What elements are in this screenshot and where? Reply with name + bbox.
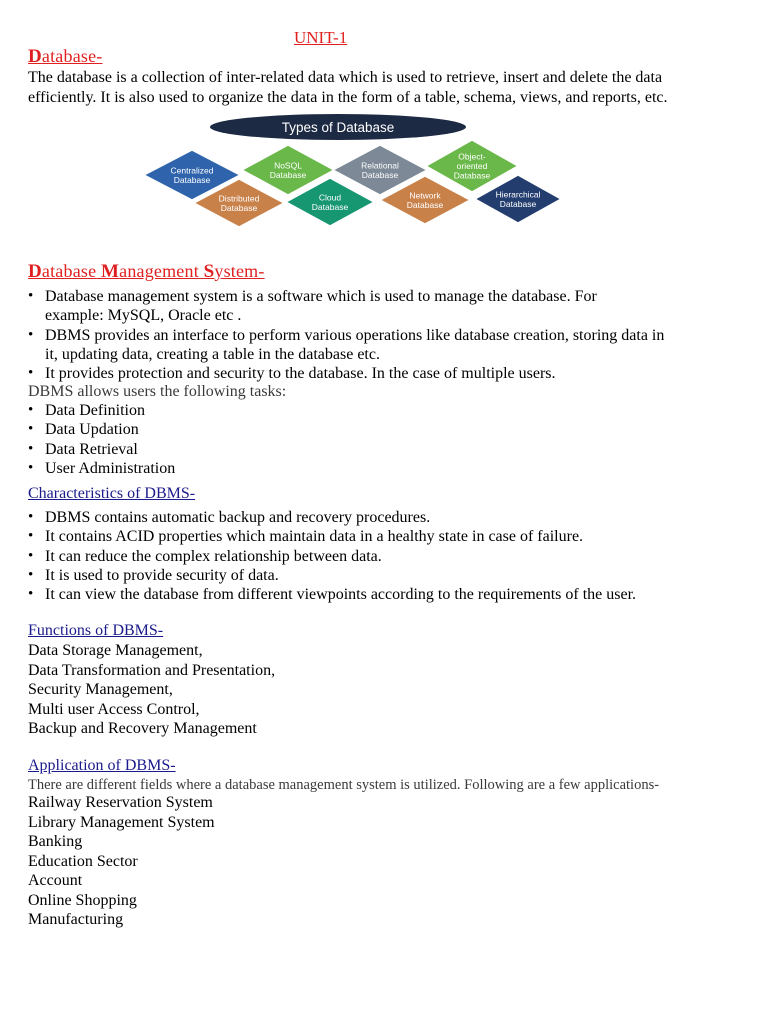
diagram-type-label: Database <box>220 202 258 213</box>
diagram-type-label: oriented <box>456 161 488 171</box>
diagram-type-label: Database <box>499 198 537 209</box>
list-item: • It contains ACID properties which maintain data in a healthy state in case of failure. <box>28 527 738 546</box>
dbms-heading <box>28 261 265 283</box>
unit-title: UNIT-1 <box>294 28 348 47</box>
types-of-database-diagram <box>140 112 570 232</box>
list-item: • DBMS contains automatic backup and recovery procedures. <box>28 508 738 527</box>
characteristics-list <box>28 508 738 604</box>
dbms-bullet-list <box>28 287 738 383</box>
database-heading <box>28 46 102 68</box>
list-item <box>28 326 738 365</box>
paragraph-line: efficiently. It is also used to organize the data in the form of a table, schema, views, and reports, etc. <box>28 88 668 106</box>
characteristics-heading: Characteristics of DBMS- <box>28 485 196 502</box>
list-item: Data Transformation and Presentation, <box>28 661 276 679</box>
diagram-type-label: Database <box>406 199 444 210</box>
list-item: Multi user Access Control, <box>28 700 200 718</box>
list-item: Online Shopping <box>28 891 137 909</box>
list-item: • User Administration <box>28 459 738 478</box>
diagram-type-label: Database <box>361 169 399 180</box>
database-heading-text: Database- <box>28 46 103 67</box>
list-item: Library Management System <box>28 813 215 831</box>
diagram-type-label: NoSQL <box>274 160 302 171</box>
list-item: • Data Retrieval <box>28 440 738 459</box>
diagram-type-label: Database <box>311 201 349 212</box>
list-item: • It can reduce the complex relationship between data. <box>28 547 738 566</box>
diagram-type-label: Database <box>453 170 491 181</box>
list-item: Account <box>28 872 83 889</box>
list-item-line: it, updating data, creating a table in the database etc. <box>45 345 380 363</box>
list-item <box>28 287 738 326</box>
database-paragraph <box>28 68 748 107</box>
list-item-line: • Database management system is a software which is used to manage the database. For <box>45 288 597 305</box>
list-item: Data Storage Management, <box>28 642 203 659</box>
list-item: Education Sector <box>28 852 138 870</box>
tasks-list <box>28 401 738 478</box>
functions-heading: Functions of DBMS- <box>28 622 164 639</box>
list-item: • It is used to provide security of data. <box>28 566 738 585</box>
list-item-line: • DBMS provides an interface to perform various operations like database creation, storing data in <box>45 326 665 344</box>
diagram-type-label: Database <box>173 174 211 185</box>
diagram-type-label: Cloud <box>318 192 342 203</box>
applications-intro: There are different fields where a database management system is utilized. Following are a few applications- <box>28 777 660 793</box>
dbms-heading-text: Database Management System- <box>28 261 265 282</box>
applications-heading: Application of DBMS- <box>28 757 176 774</box>
list-item: • It can view the database from different viewpoints according to the requirements of the user. <box>28 585 738 604</box>
list-item-line: • It provides protection and security to the database. In the case of multiple users. <box>45 365 556 383</box>
applications-list <box>28 793 215 930</box>
diagram-type-label: Network <box>409 190 441 201</box>
list-item: Manufacturing <box>28 911 124 928</box>
diagram-type-label: Centralized <box>170 165 214 176</box>
tasks-intro: DBMS allows users the following tasks: <box>28 383 287 400</box>
diagram-type-label: Distributed <box>218 193 260 204</box>
list-item: • Data Updation <box>28 420 738 439</box>
paragraph-line: The database is a collection of inter-related data which is used to retrieve, insert and delete the data <box>28 69 663 86</box>
diagram-title: Types of Database <box>281 120 395 135</box>
list-item: Security Management, <box>28 681 173 698</box>
diagram-type-label: Database <box>269 169 307 180</box>
diagram-type-label: Relational <box>361 160 399 171</box>
diagram-type-label: Object- <box>458 151 486 162</box>
list-item-line: example: MySQL, Oracle etc . <box>45 307 242 325</box>
list-item <box>28 364 738 383</box>
diagram-type-label: Hierarchical <box>495 189 541 200</box>
list-item: Backup and Recovery Management <box>28 720 257 737</box>
list-item: Banking <box>28 833 83 850</box>
list-item: • Data Definition <box>28 401 738 420</box>
list-item: Railway Reservation System <box>28 794 213 811</box>
functions-list <box>28 641 275 739</box>
